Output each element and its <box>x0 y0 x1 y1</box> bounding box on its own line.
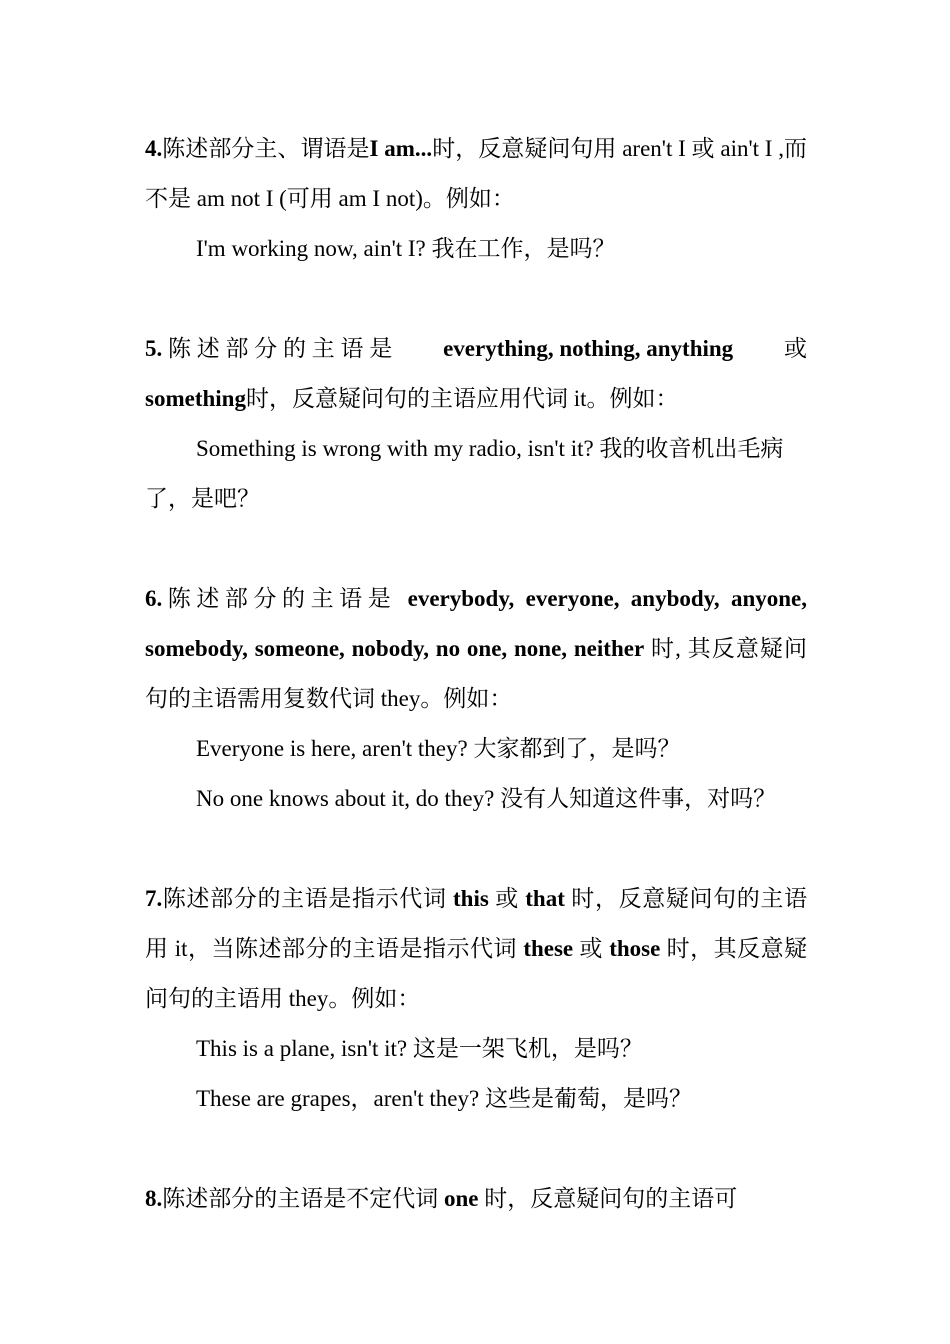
section-7-number: 7. <box>145 886 163 911</box>
section-7-text-e: 时，其反意疑问句的主语用 they。例如： <box>145 936 808 1011</box>
section-5-bold-b: something <box>145 386 246 411</box>
section-7-text-c: 时，反意疑问句的主语用 it，当陈述部分的主语是指示代词 <box>145 886 808 961</box>
section-7-bold-d: those <box>609 936 661 961</box>
section-7-bold-c: these <box>523 936 574 961</box>
section-5-number: 5. <box>145 336 163 361</box>
section-4-example-1: I'm working now, ain't I? 我在工作，是吗？ <box>196 236 616 261</box>
section-6-example-2: No one knows about it, do they? 没有人知道这件事，对吗？ <box>196 786 777 811</box>
section-5-rule <box>145 324 807 424</box>
section-6-bold-a: everybody, everyone, anybody, anyone, somebody, someone, nobody, no one, none, neither <box>145 586 808 661</box>
section-7-example-2: These are grapes，aren't they? 这些是葡萄，是吗？ <box>196 1086 692 1111</box>
section-7-bold-a: this <box>453 886 489 911</box>
section-7-text-d: 或 <box>579 936 603 961</box>
section-5-bold-a: everything, nothing, anything <box>443 336 734 361</box>
section-gap <box>145 824 807 874</box>
section-8-text-b: 时，反意疑问句的主语可 <box>484 1186 738 1211</box>
section-4-text-b: 时，反意疑问句用 aren't I 或 ain't I ,而不是 am not I (可用 am I not)。例如： <box>145 136 807 211</box>
document-page <box>145 124 807 1224</box>
section-4-bold-a: I am... <box>369 136 433 161</box>
section-7-bold-b: that <box>525 886 565 911</box>
section-5-example-1: Something is wrong with my radio, isn't it? 我的收音机出毛病了，是吧？ <box>145 436 784 511</box>
section-5-text-c: 时，反意疑问句的主语应用代词 it。例如： <box>245 386 679 411</box>
section-4-number: 4. <box>145 136 163 161</box>
section-6-text-b: 时, 其反意疑问句的主语需用复数代词 they。例如： <box>145 636 808 711</box>
section-7-example-1: This is a plane, isn't it? 这是一架飞机，是吗？ <box>196 1036 643 1061</box>
section-6-number: 6. <box>145 586 163 611</box>
section-6-text-a: 陈述部分的主语是 <box>162 586 397 611</box>
section-5-text-a: 陈 述 部 分 的 主 语 是 <box>168 336 393 361</box>
section-7-text-a: 陈述部分的主语是指示代词 <box>162 886 447 911</box>
section-4-text-a: 陈述部分主、谓语是 <box>162 136 370 161</box>
section-8-rule <box>145 1174 807 1224</box>
section-8-bold-a: one <box>444 1186 479 1211</box>
section-4-rule <box>145 124 807 224</box>
section-8-number: 8. <box>145 1186 163 1211</box>
section-6-rule <box>145 574 807 724</box>
section-6-example-1: Everyone is here, aren't they? 大家都到了，是吗？ <box>196 736 681 761</box>
section-7-text-b: 或 <box>495 886 519 911</box>
section-gap <box>145 274 807 324</box>
section-gap <box>145 524 807 574</box>
section-8-text-a: 陈述部分的主语是不定代词 <box>162 1186 439 1211</box>
section-gap <box>145 1124 807 1174</box>
section-7-rule <box>145 874 807 1024</box>
section-5-first-line <box>145 324 807 374</box>
section-5-text-b: 或 <box>783 336 807 361</box>
